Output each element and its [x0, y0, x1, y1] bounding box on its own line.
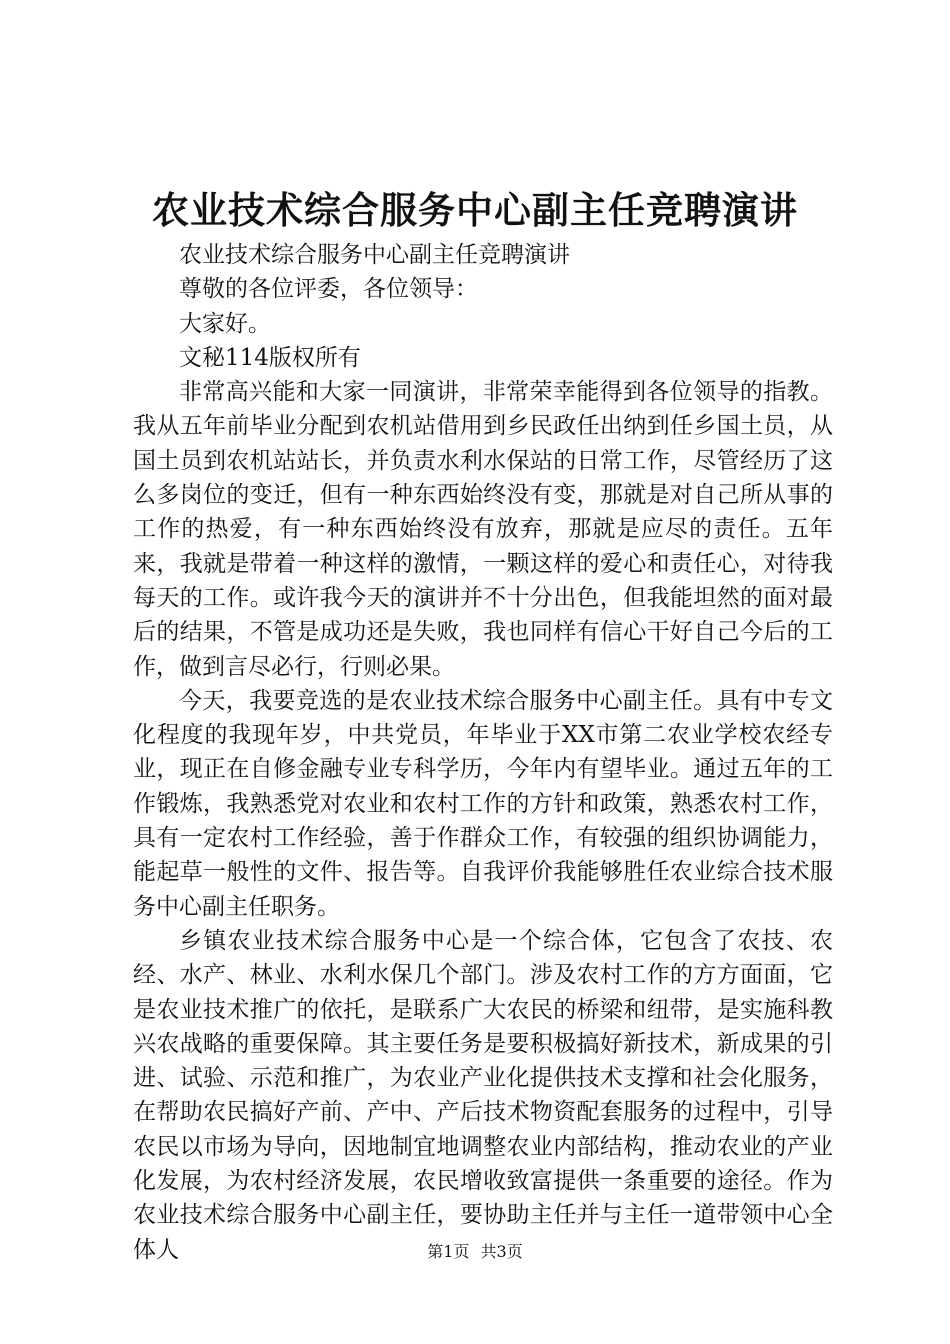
paragraph-body: 非常高兴能和大家一同演讲，非常荣幸能得到各位领导的指教。我从五年前毕业分配到农机站借用到乡民政任出纳到任乡国土员，从国土员到农机站站长，并负责水利水保站的日常工作，尽管经历了这么多岗位的变迁，但有一种东西始终没有变，那就是对自己所从事的工作的热爱，有一种东西始终没有放弃，那就是应尽的责任。五年来，我就是带着一种这样的激情，一颗这样的爱心和责任心，对待我每天的工作。或许我今天的演讲并不十分出色，但我能坦然的面对最后的结果，不管是成功还是失败，我也同样有信心干好自己今后的工作，做到言尽必行，行则必果。 [133, 379, 833, 680]
paragraph-body: 今天，我要竞选的是农业技术综合服务中心副主任。具有中专文化程度的我现年岁，中共党员，年毕业于XX市第二农业学校农经专业，现正在自修金融专业专科学历，今年内有望毕业。通过五年的工作锻炼，我熟悉党对农业和农村工作的方针和政策，熟悉农村工作，具有一定农村工作经验，善于作群众工作，有较强的组织协调能力，能起草一般性的文件、报告等。自我评价我能够胜任农业综合技术服务中心副主任职务。 [133, 687, 833, 920]
paragraph-subtitle: 农业技术综合服务中心副主任竞聘演讲 [179, 242, 570, 268]
page-number: 第1页 [427, 1242, 470, 1261]
paragraph-copyright: 文秘114版权所有 [179, 344, 361, 371]
paragraph-salutation: 尊敬的各位评委，各位领导： [179, 276, 478, 303]
document-title: 农业技术综合服务中心副主任竞聘演讲 [152, 188, 798, 232]
paragraph-greeting: 大家好。 [179, 310, 271, 337]
paragraph-body: 乡镇农业技术综合服务中心是一个综合体，它包含了农技、农经、水产、林业、水利水保几个部门。涉及农村工作的方方面面，它是农业技术推广的依托，是联系广大农民的桥梁和纽带，是实施科教兴农战略的重要保障。其主要任务是要积极搞好新技术，新成果的引进、试验、示范和推广，为农业产业化提供技术支撑和社会化服务，在帮助农民搞好产前、产中、产后技术物资配套服务的过程中，引导农民以市场为导向，因地制宜地调整农业内部结构，推动农业的产业化发展，为农村经济发展，农民增收致富提供一条重要的途径。作为农业技术综合服务中心副主任，要协助主任并与主任一道带领中心全体人 [133, 927, 833, 1263]
page-footer [0, 1240, 950, 1264]
page-total: 共3页 [480, 1242, 523, 1261]
document-body [133, 238, 833, 1267]
